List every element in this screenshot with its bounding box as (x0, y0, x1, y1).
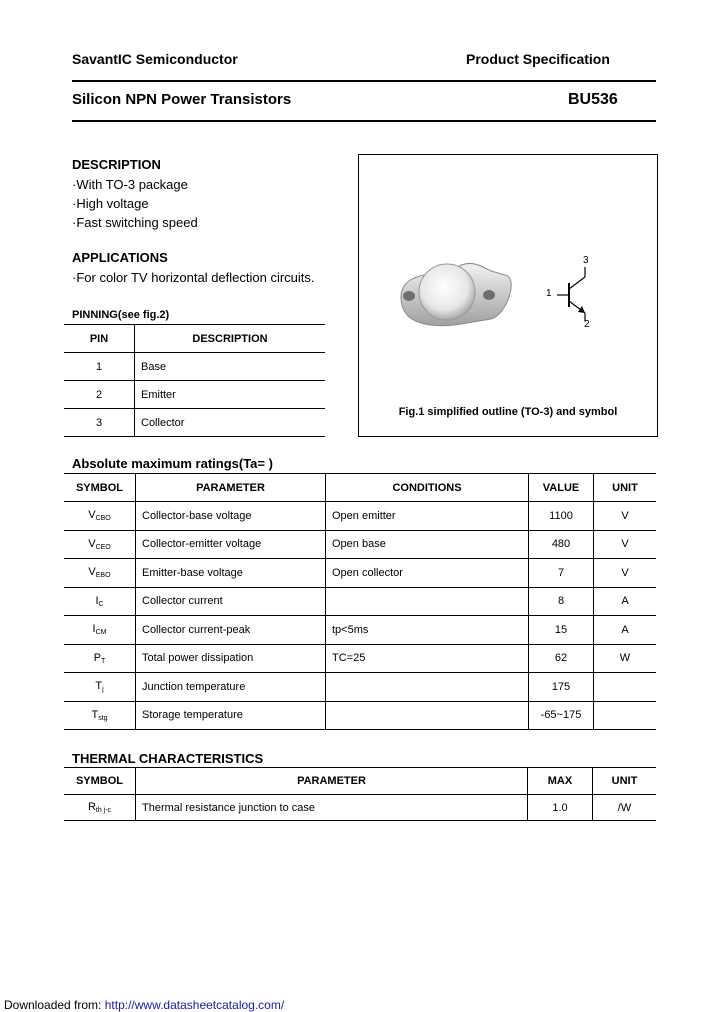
abs-symbol: $I_C$ (64, 587, 136, 616)
doc-type: Product Specification (466, 51, 610, 67)
pinning-header-row (64, 325, 325, 353)
abs-conditions: Open base (326, 530, 529, 559)
table-row (64, 587, 656, 616)
description-list (72, 175, 198, 232)
description-item: ·Fast switching speed (72, 215, 198, 230)
pinning-header-desc: DESCRIPTION (135, 325, 326, 353)
abs-symbol: $P_T$ (64, 644, 136, 673)
thermal-header-row (64, 768, 656, 795)
abs-unit: A (594, 587, 657, 616)
abs-parameter: Emitter-base voltage (136, 559, 326, 588)
abs-header-value: VALUE (529, 474, 594, 502)
abs-symbol: $V_{CBO}$ (64, 502, 136, 531)
abs-symbol: $T_{stg}$ (64, 701, 136, 730)
thermal-header-unit: UNIT (593, 768, 657, 795)
abs-unit: W (594, 644, 657, 673)
thermal-parameter: Thermal resistance junction to case (136, 795, 528, 821)
thermal-table (64, 767, 656, 821)
abs-value: 175 (529, 673, 594, 702)
thermal-header-symbol: SYMBOL (64, 768, 136, 795)
company-name: SavantIC Semiconductor (72, 51, 238, 67)
abs-parameter: Collector-emitter voltage (136, 530, 326, 559)
abs-symbol: $V_{EBO}$ (64, 559, 136, 588)
table-row (64, 409, 325, 437)
figure-box (358, 154, 658, 437)
abs-conditions: Open emitter (326, 502, 529, 531)
footer (4, 998, 284, 1012)
table-row (64, 616, 656, 645)
abs-unit: V (594, 559, 657, 588)
footer-label: Downloaded from: (4, 998, 102, 1012)
pin-number: 3 (64, 409, 135, 437)
abs-parameter: Total power dissipation (136, 644, 326, 673)
pin-description: Collector (135, 409, 326, 437)
thermal-symbol: $R_{th j-c}$ (64, 795, 136, 821)
thermal-title: THERMAL CHARACTERISTICS (72, 751, 264, 766)
symbol-pin-label-1: 1 (546, 288, 552, 299)
abs-conditions (326, 587, 529, 616)
abs-value: 62 (529, 644, 594, 673)
pinning-table (64, 324, 325, 437)
footer-link[interactable]: http://www.datasheetcatalog.com/ (104, 998, 285, 1012)
symbol-pin-label-3: 3 (583, 255, 589, 266)
abs-unit: V (594, 530, 657, 559)
abs-conditions: Open collector (326, 559, 529, 588)
abs-unit: V (594, 502, 657, 531)
abs-value: 8 (529, 587, 594, 616)
table-row (64, 530, 656, 559)
pinning-header-pin: PIN (64, 325, 135, 353)
abs-conditions: TC=25 (326, 644, 529, 673)
applications-title: APPLICATIONS (72, 250, 168, 265)
abs-header-row (64, 474, 656, 502)
abs-value: 480 (529, 530, 594, 559)
abs-symbol: $T_j$ (64, 673, 136, 702)
figure-caption: Fig.1 simplified outline (TO-3) and symbol (398, 406, 618, 418)
description-item: ·With TO-3 package (72, 177, 188, 192)
header-rule-bottom (72, 120, 656, 122)
pin-description: Emitter (135, 381, 326, 409)
abs-value: 1100 (529, 502, 594, 531)
abs-header-conditions: CONDITIONS (326, 474, 529, 502)
table-row (64, 502, 656, 531)
abs-parameter: Collector-base voltage (136, 502, 326, 531)
table-row (64, 644, 656, 673)
abs-conditions (326, 701, 529, 730)
part-number: BU536 (568, 91, 618, 108)
abs-header-parameter: PARAMETER (136, 474, 326, 502)
abs-value: 7 (529, 559, 594, 588)
abs-header-symbol: SYMBOL (64, 474, 136, 502)
thermal-unit: /W (593, 795, 657, 821)
abs-conditions: tp<5ms (326, 616, 529, 645)
pin-description: Base (135, 353, 326, 381)
applications-item: ·For color TV horizontal deflection circuits. (72, 270, 315, 285)
abs-unit (594, 701, 657, 730)
abs-unit: A (594, 616, 657, 645)
thermal-header-parameter: PARAMETER (136, 768, 528, 795)
abs-ratings-title: Absolute maximum ratings(Ta= ) (72, 456, 273, 471)
table-row (64, 701, 656, 730)
table-row (64, 559, 656, 588)
table-row (64, 381, 325, 409)
abs-symbol: $I_{CM}$ (64, 616, 136, 645)
npn-symbol-icon (359, 155, 657, 436)
abs-value: 15 (529, 616, 594, 645)
abs-header-unit: UNIT (594, 474, 657, 502)
table-row (64, 795, 656, 821)
description-title: DESCRIPTION (72, 157, 161, 172)
pinning-title: PINNING(see fig.2) (72, 309, 170, 321)
table-row (64, 353, 325, 381)
product-line: Silicon NPN Power Transistors (72, 91, 292, 108)
table-row (64, 673, 656, 702)
abs-parameter: Collector current (136, 587, 326, 616)
abs-value: -65~175 (529, 701, 594, 730)
thermal-max: 1.0 (528, 795, 593, 821)
thermal-header-max: MAX (528, 768, 593, 795)
abs-parameter: Junction temperature (136, 673, 326, 702)
description-item: ·High voltage (72, 196, 149, 211)
abs-ratings-table (64, 473, 656, 730)
symbol-pin-label-2: 2 (584, 319, 590, 330)
abs-parameter: Collector current-peak (136, 616, 326, 645)
abs-unit (594, 673, 657, 702)
abs-parameter: Storage temperature (136, 701, 326, 730)
header-rule-top (72, 80, 656, 82)
abs-ratings-body (64, 502, 656, 730)
pin-number: 2 (64, 381, 135, 409)
abs-conditions (326, 673, 529, 702)
abs-symbol: $V_{CEO}$ (64, 530, 136, 559)
pin-number: 1 (64, 353, 135, 381)
